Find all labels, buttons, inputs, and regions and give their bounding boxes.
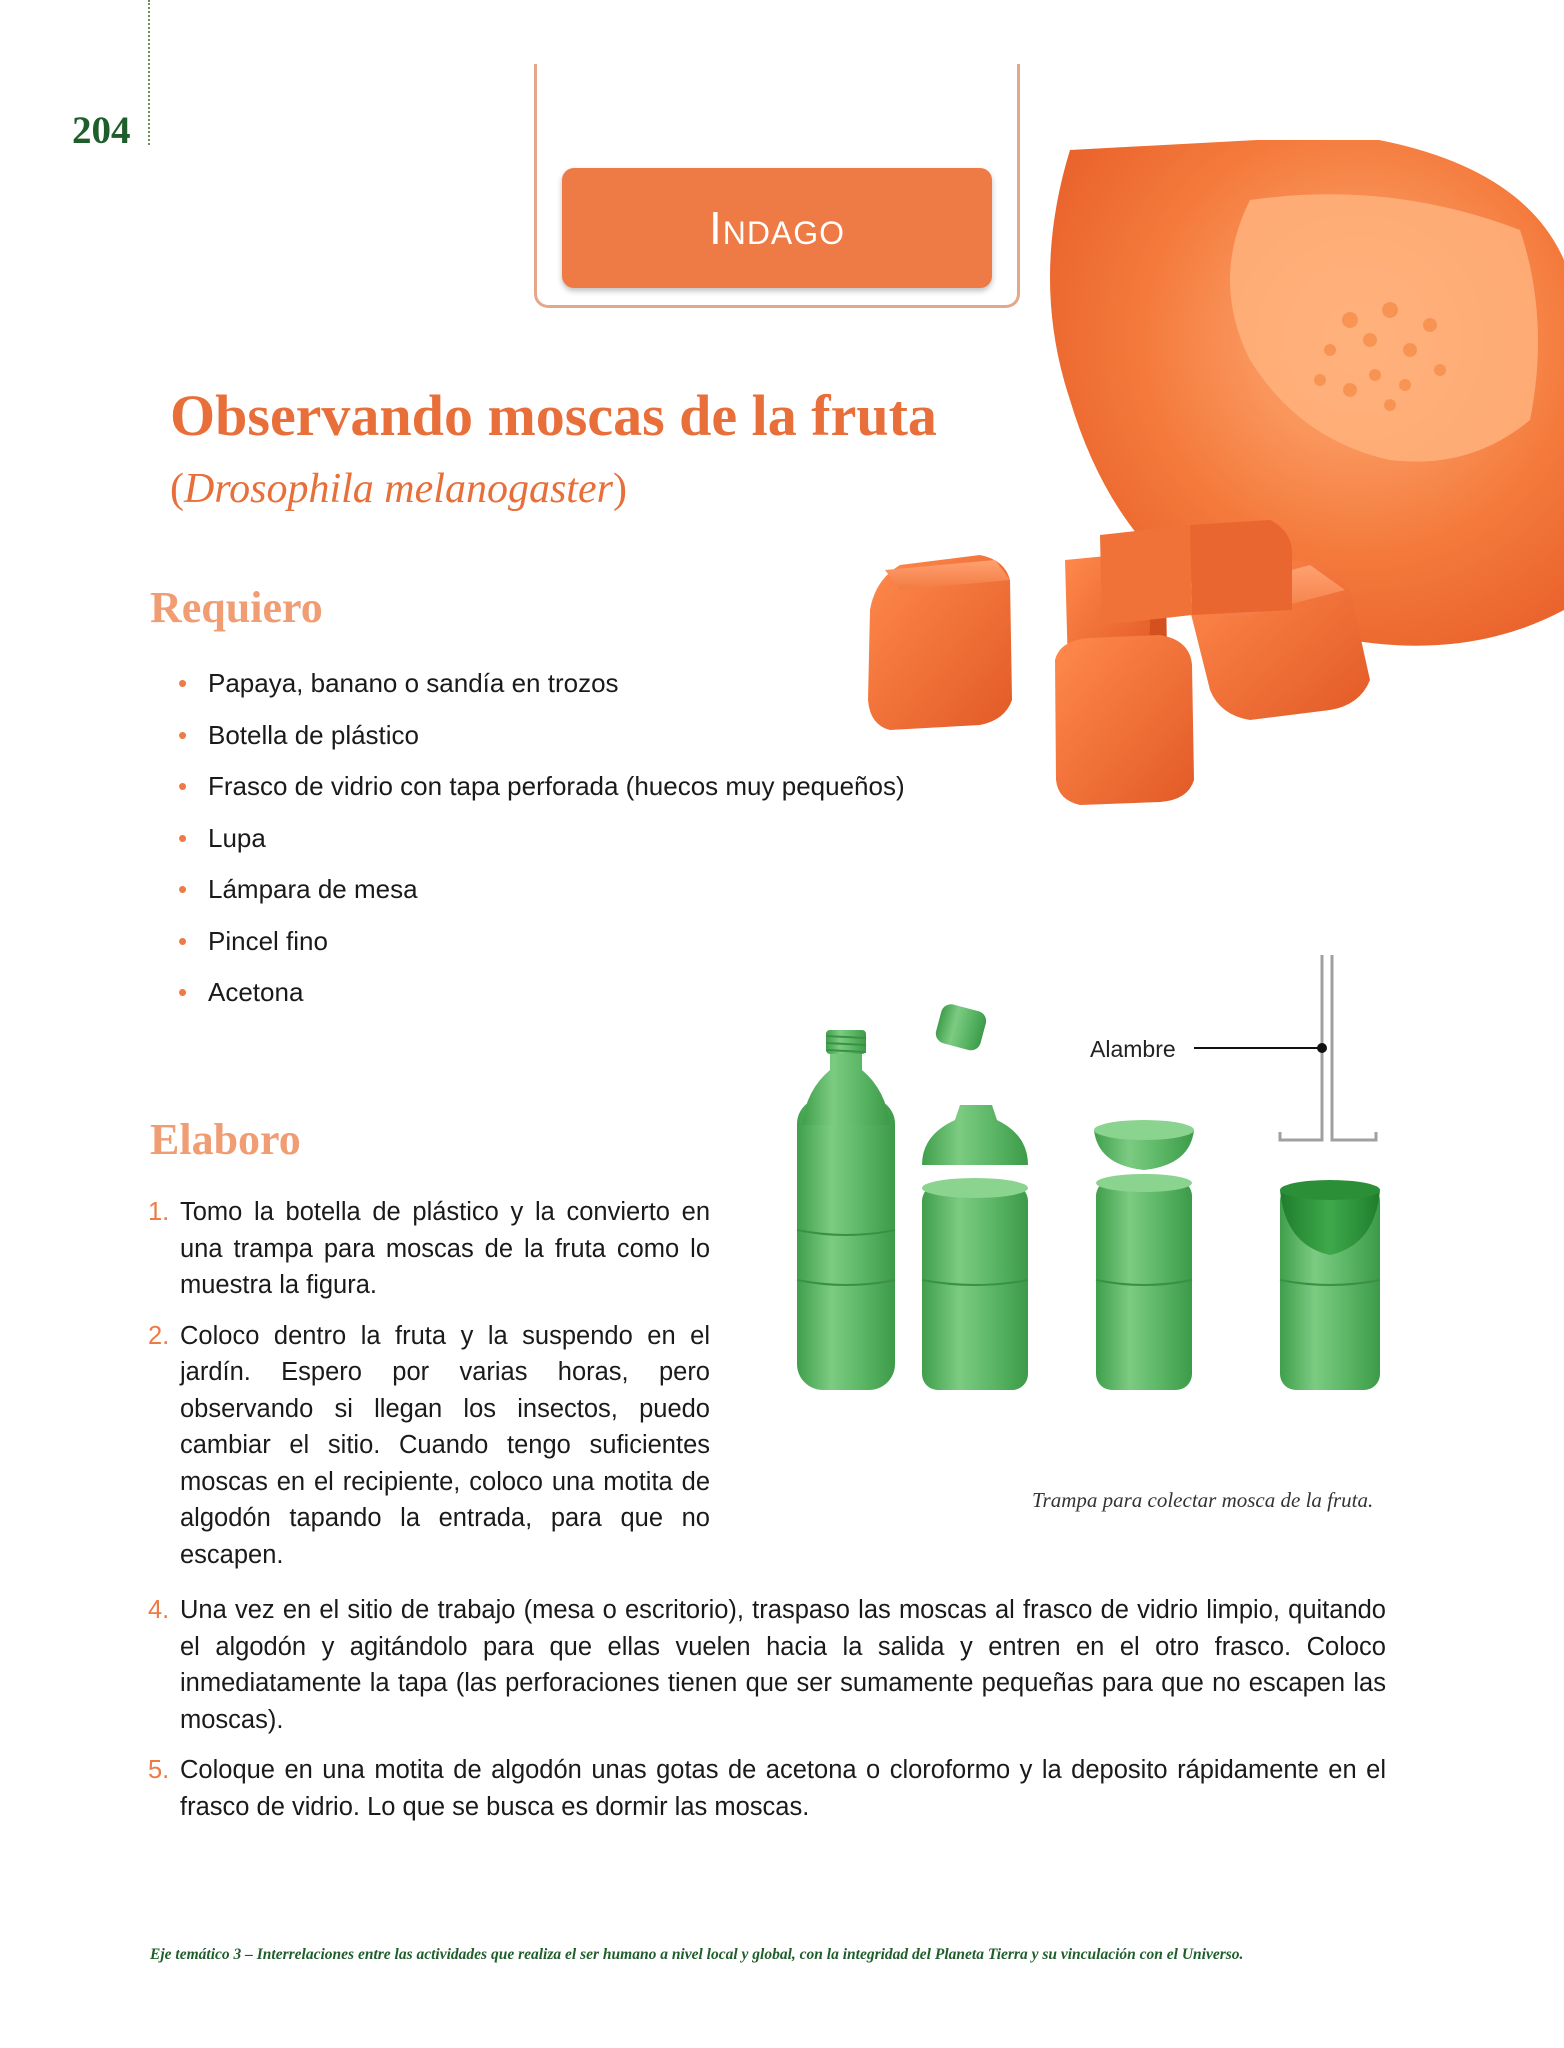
bullet-icon: • <box>178 874 188 904</box>
step-text: Coloque en una motita de algodón unas gotas de acetona o cloroformo y la deposito rápidamente en el frasco de vidrio. Lo que se busca es dormir las moscas. <box>180 1756 1386 1821</box>
step-item <box>148 1194 710 1304</box>
subtitle-close-paren: ) <box>612 466 627 512</box>
step-number: 1. <box>148 1198 170 1226</box>
scientific-name: Drosophila melanogaster <box>184 466 613 512</box>
bullet-icon: • <box>178 771 188 801</box>
bullet-icon: • <box>178 977 188 1007</box>
step-text: Tomo la botella de plástico y la convierto en una trampa para moscas de la fruta como lo muestra la figura. <box>180 1198 710 1299</box>
bullet-icon: • <box>178 668 188 698</box>
list-item <box>178 823 905 875</box>
list-item-label: Frasco de vidrio con tapa perforada (huecos muy pequeños) <box>208 771 905 801</box>
list-item-label: Acetona <box>208 977 304 1007</box>
step-item <box>148 1752 1386 1825</box>
list-item-label: Lámpara de mesa <box>208 874 418 904</box>
step-item <box>148 1318 710 1574</box>
bottle-whole <box>797 1030 895 1390</box>
wire-label: Alambre <box>1090 1036 1176 1062</box>
subtitle-open-paren: ( <box>170 466 184 512</box>
step-number: 4. <box>148 1596 170 1624</box>
section-badge: Indago <box>562 168 992 288</box>
page-footer: Eje temático 3 – Interrelaciones entre las actividades que realiza el ser humano a nivel local y global, con la integridad del Planeta Tierra y su vinculación con el Universo. <box>150 1946 1244 1963</box>
bullet-icon: • <box>178 719 188 750</box>
page-title: Observando moscas de la fruta <box>170 383 937 448</box>
list-item <box>178 771 905 823</box>
step-text: Una vez en el sitio de trabajo (mesa o escritorio), traspaso las moscas al frasco de vidrio limpio, quitando el algodón y agitándolo para que ellas vuelen hacia la salida y entren en el otro frasco. Coloco inmediatamente la tapa (las perforaciones tienen que ser sumamente pequeñas para que no escapen las moscas). <box>180 1596 1386 1734</box>
list-item-label: Lupa <box>208 822 266 853</box>
bullet-icon: • <box>178 822 188 853</box>
steps-list-wide <box>148 1592 1386 1839</box>
figure-caption: Trampa para colectar mosca de la fruta. <box>1032 1488 1374 1512</box>
step-item <box>148 1592 1386 1738</box>
steps-list-narrow <box>148 1194 710 1587</box>
list-item <box>178 874 905 926</box>
bottle-cut <box>922 1002 1028 1390</box>
step-text: Coloco dentro la fruta y la suspendo en el jardín. Espero por varias horas, pero observando si llegan los insectos, puedo cambiar el sitio. Cuando tengo suficientes moscas en el recipiente, coloco una motita de algodón tapando la entrada, para que no escapen. <box>180 1321 710 1569</box>
list-item-label: Botella de plástico <box>208 719 420 750</box>
list-item <box>178 720 905 772</box>
list-item-label: Pincel fino <box>208 925 328 956</box>
page-margin-dotted-line <box>148 0 150 145</box>
bottle-trap-diagram <box>760 940 1400 1480</box>
bottle-trap-final <box>1194 955 1380 1390</box>
papaya-image <box>830 140 1564 880</box>
list-item <box>178 668 905 720</box>
page-number: 204 <box>72 109 131 152</box>
requiero-heading: Requiero <box>150 583 323 632</box>
bullet-icon: • <box>178 925 188 956</box>
step-number: 5. <box>148 1756 170 1784</box>
page-subtitle <box>170 465 627 513</box>
elaboro-heading: Elaboro <box>150 1115 301 1164</box>
list-item-label: Papaya, banano o sandía en trozos <box>208 668 619 698</box>
step-number: 2. <box>148 1321 170 1350</box>
bottle-funnel-step <box>1094 1120 1194 1390</box>
